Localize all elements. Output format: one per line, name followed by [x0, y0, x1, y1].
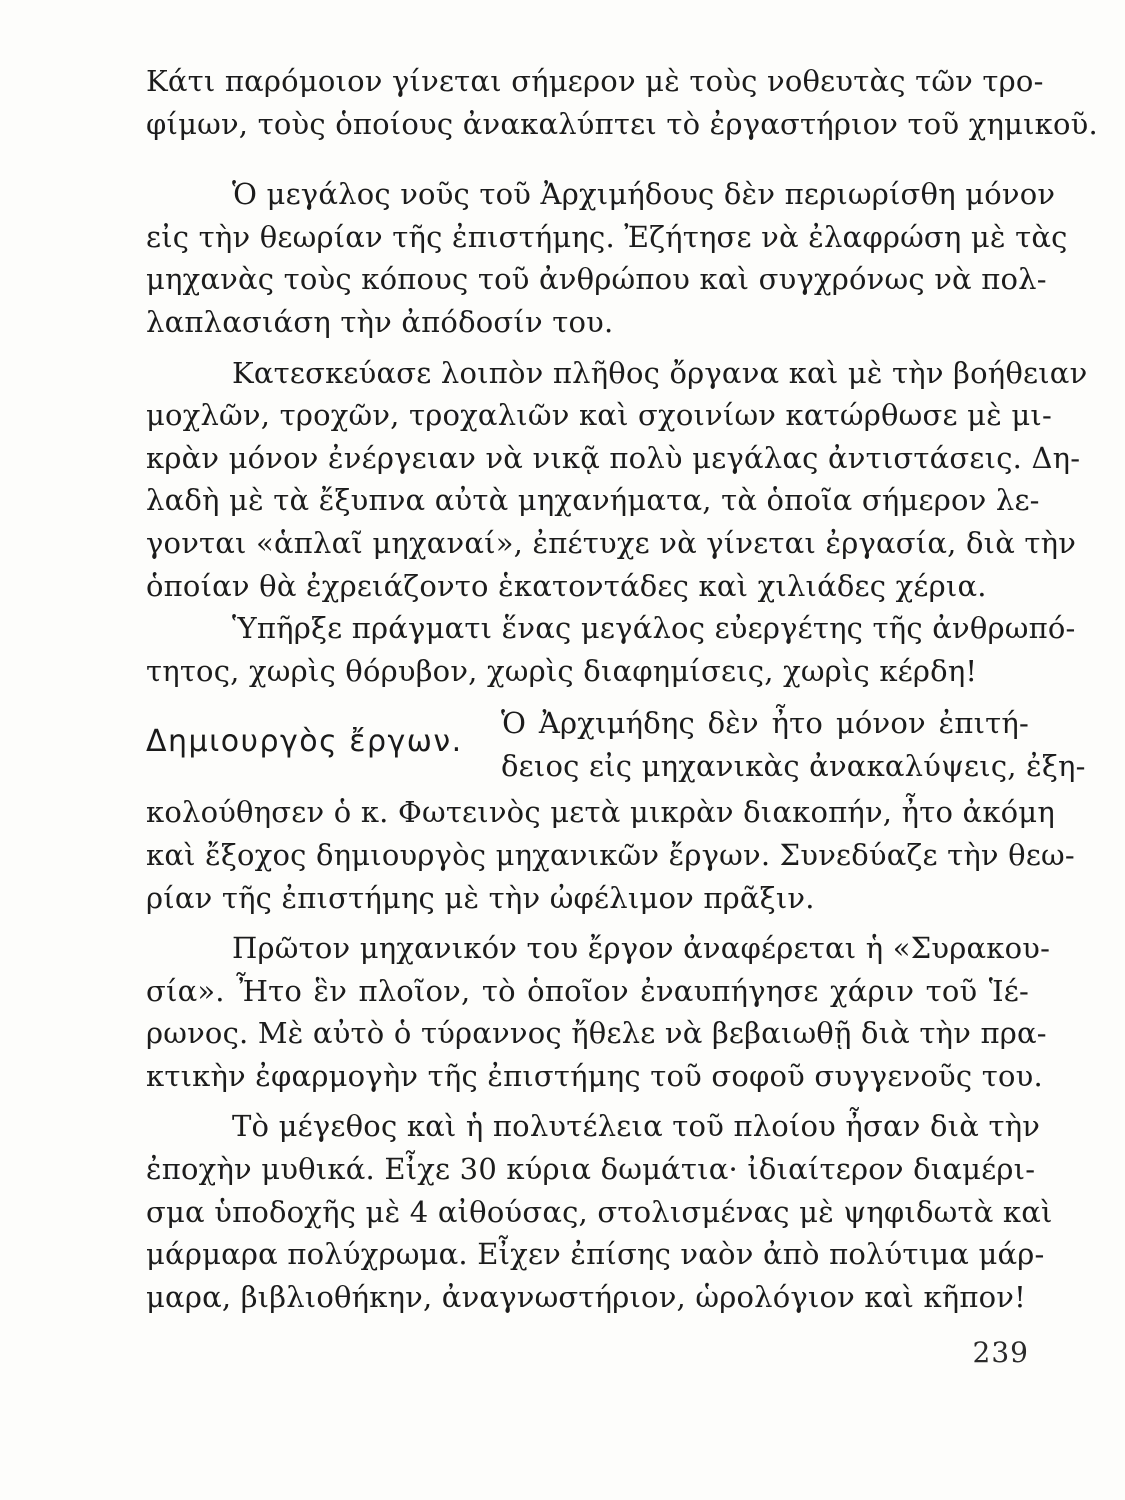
text-line: μαρα, βιβλιοθήκην, ἀναγνωστήριον, ὡρολόγιον καὶ κῆπον! [146, 1279, 1026, 1314]
text-line: κτικὴν ἐφαρμογὴν τῆς ἐπιστήμης τοῦ σοφοῦ συγγενοῦς του. [146, 1058, 1043, 1093]
section-block [146, 706, 1086, 791]
text-line: φίμων, τοὺς ὁποίους ἀνακαλύπτει τὸ ἐργαστήριον τοῦ χημικοῦ. [146, 106, 1098, 141]
text-line: σμα ὑποδοχῆς μὲ 4 αἰθούσας, στολισμένας μὲ ψηφιδωτὰ καὶ [146, 1194, 1053, 1229]
text-line: κολούθησεν ὁ κ. Φωτεινὸς μετὰ μικρὰν διακοπήν, ἦτο ἀκόμη [146, 795, 1055, 830]
text-line: Ὁ Ἀρχιμήδης δὲν ἦτο μόνον ἐπιτή- [501, 706, 1029, 741]
text-line: ρίαν τῆς ἐπιστήμης μὲ τὴν ὠφέλιμον πρᾶξιν. [146, 880, 815, 915]
paragraph [146, 352, 1088, 608]
text-line: τητος, χωρὶς θόρυβον, χωρὶς διαφημίσεις, χωρὶς κέρδη! [146, 653, 978, 688]
page-number: 239 [972, 1336, 1029, 1369]
text-line: κρὰν μόνον ἐνέργειαν νὰ νικᾷ πολὺ μεγάλας ἀντιστάσεις. Δη- [146, 440, 1081, 475]
text-line: σία». Ἦτο ἓν πλοῖον, τὸ ὁποῖον ἐναυπήγησε χάριν τοῦ Ἱέ- [146, 973, 1029, 1008]
text-line: εἰς τὴν θεωρίαν τῆς ἐπιστήμης. Ἐζήτησε νὰ ἐλαφρώση μὲ τὰς [146, 219, 1068, 254]
text-line: ἐποχὴν μυθικά. Εἶχε 30 κύρια δωμάτια· ἰδιαίτερον διαμέρι- [146, 1152, 1036, 1187]
text-line: λαπλασιάση τὴν ἀπόδοσίν του. [146, 304, 614, 339]
text-line: Τὸ μέγεθος καὶ ἡ πολυτέλεια τοῦ πλοίου ἦσαν διὰ τὴν [232, 1109, 1041, 1144]
text-line: γονται «ἁπλαῖ μηχαναί», ἐπέτυχε νὰ γίνεται ἐργασία, διὰ τὴν [146, 525, 1077, 560]
paragraph [146, 927, 1051, 1097]
text-line: ρωνος. Μὲ αὐτὸ ὁ τύραννος ἤθελε νὰ βεβαιωθῇ διὰ τὴν πρα- [146, 1016, 1047, 1051]
paragraph [146, 607, 1076, 692]
paragraph [146, 173, 1068, 343]
text-line: δειος εἰς μηχανικὰς ἀνακαλύψεις, ἐξη- [501, 748, 1086, 783]
text-line: Ὁ μεγάλος νοῦς τοῦ Ἀρχιμήδους δὲν περιωρίσθη μόνον [232, 177, 1056, 212]
text-line: μηχανὰς τοὺς κόπους τοῦ ἀνθρώπου καὶ συγχρόνως νὰ πολ- [146, 262, 1047, 297]
text-line: Κάτι παρόμοιον γίνεται σήμερον μὲ τοὺς νοθευτὰς τῶν τρο- [146, 64, 1044, 98]
text-line: ὁποίαν θὰ ἐχρειάζοντο ἑκατοντάδες καὶ χιλιάδες χέρια. [146, 568, 987, 603]
text-line: καὶ ἔξοχος δημιουργὸς μηχανικῶν ἔργων. Συνεδύαζε τὴν θεω- [146, 837, 1075, 872]
paragraph [146, 791, 1075, 919]
text-line: λαδὴ μὲ τὰ ἔξυπνα αὐτὰ μηχανήματα, τὰ ὁποῖα σήμερον λε- [146, 483, 1040, 518]
text-line: Πρῶτον μηχανικόν του ἔργον ἀναφέρεται ἡ «Συρακου- [232, 931, 1051, 966]
text-line: Ὑπῆρξε πράγματι ἕνας μεγάλος εὐεργέτης τῆς ἀνθρωπό- [232, 611, 1076, 646]
section-heading: Δημιουργὸς ἔργων. [146, 724, 463, 760]
paragraph [146, 60, 1098, 145]
page-text [146, 60, 1098, 1318]
text-line: Κατεσκεύασε λοιπὸν πλῆθος ὄργανα καὶ μὲ τὴν βοήθειαν [232, 355, 1088, 390]
text-line: μοχλῶν, τροχῶν, τροχαλιῶν καὶ σχοινίων κατώρθωσε μὲ μι- [146, 398, 1052, 433]
paragraph [146, 1105, 1053, 1318]
side-text [501, 702, 1086, 787]
text-line: μάρμαρα πολύχρωμα. Εἶχεν ἐπίσης ναὸν ἀπὸ πολύτιμα μάρ- [146, 1237, 1045, 1272]
